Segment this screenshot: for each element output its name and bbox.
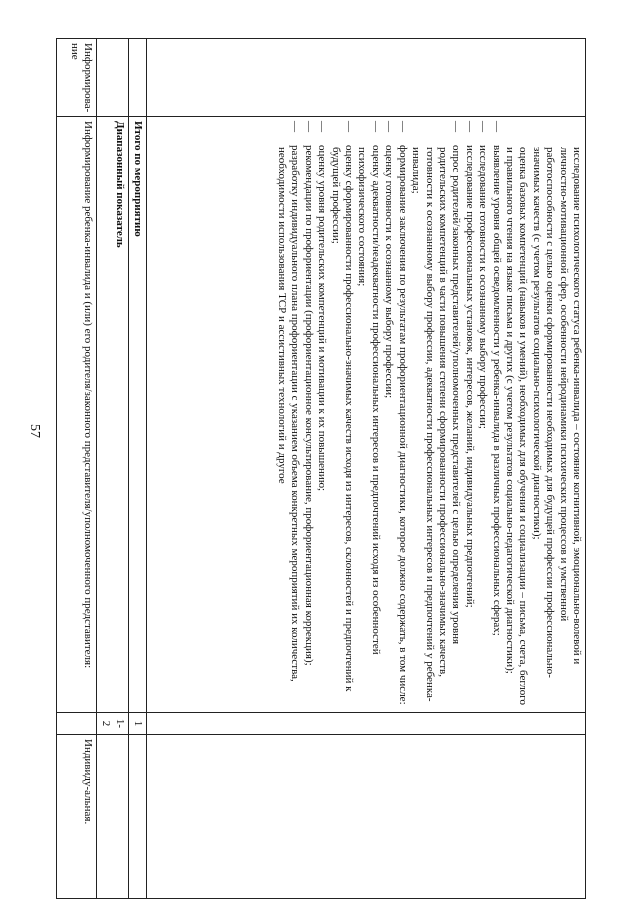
table-row [57, 39, 97, 899]
sub-item: — рекомендации по профориентации (профориентационное консультирование, профориентационная коррекция); [301, 121, 314, 708]
sub-item: — оценку готовности к осознанному выбору профессии; [382, 121, 395, 708]
table-row [147, 39, 586, 899]
sub-item: — разработку индивидуального плана профориентации с указанием объема конкретных мероприятий их количества, необходимости использования ТСР и ассистивных технологий и другое [275, 121, 302, 708]
diagnostics-cell [147, 117, 586, 713]
table-cell [128, 39, 146, 117]
list-item: оценка базовых компетенций (навыков и умений), необходимых для обучения и социализации – письма, счета, беглого и правильного чтения на языке письма и других (с учетом результатов социально-педагогической диагностики); [503, 147, 530, 706]
range-label: Диапазонный показатель [97, 117, 129, 713]
page-number: 57 [27, 424, 42, 438]
table-cell [147, 713, 586, 735]
total-label: Итого по мероприятию [128, 117, 146, 713]
table-cell [128, 735, 146, 899]
info-description: Информирование ребенка-инвалида и (или) его родителя/законного представителя/уполномоченного представителя: [57, 117, 97, 713]
list-item: исследование психологического статуса ребенка-инвалида – состояние когнитивной, эмоционально-волевой и личностно-мотивационной сфер, особенности нейродинамики психических процессов и умственной работоспособности с целью оценки сформированности необходимых для будущей профессии профессионально-значимых качеств (с учетом результатов социально-психологической диагностики); [530, 147, 583, 678]
range-value: 1-2 [97, 713, 129, 735]
list-item: — выявление уровня общей осведомленности у ребенка-инвалида в различных профессиональных сферах; [489, 121, 502, 708]
info-name: Информирова-ние [57, 39, 97, 117]
sub-item: — оценку адекватности/неадекватности профессиональных интересов и предпочтений исходя из особенностей психофизического состояния; [355, 121, 382, 708]
table-cell [97, 39, 129, 117]
table-cell [57, 713, 97, 735]
info-form: Индивиду-альная. [57, 735, 97, 899]
rotated-page [56, 38, 586, 898]
services-table [56, 38, 586, 899]
sub-item: — оценку сформированности профессионально-значимых качеств исходя из интересов, склонностей и предпочтений к будущей профессии; [328, 121, 355, 708]
table-row [128, 39, 146, 899]
list-item: — опрос родителей/законных представителей/уполномоченных представителей с целью определения уровня родительских компетенций в части повышения степени сформированности профессионально-значимых качеств, готовности к осознанному выбору профессии, адекватности профессиональных интересов и предпочтений у ребенка-инвалида; [409, 121, 463, 708]
table-cell [97, 735, 129, 899]
list-item: — формирование заключения по результатам профориентационной диагностики, которое должно содержать, в том числе: [395, 121, 408, 708]
table-row [97, 39, 129, 899]
table-cell [147, 735, 586, 899]
list-item: — исследование профессиональных установок, интересов, желаний, индивидуальных предпочтений; [462, 121, 475, 708]
total-value: 1 [128, 713, 146, 735]
list-item: — исследование готовности к осознанному выбору профессии; [476, 121, 489, 708]
sub-item: — оценку уровня родительских компетенций и мотивации к их повышению; [315, 121, 328, 708]
table-cell [147, 39, 586, 117]
